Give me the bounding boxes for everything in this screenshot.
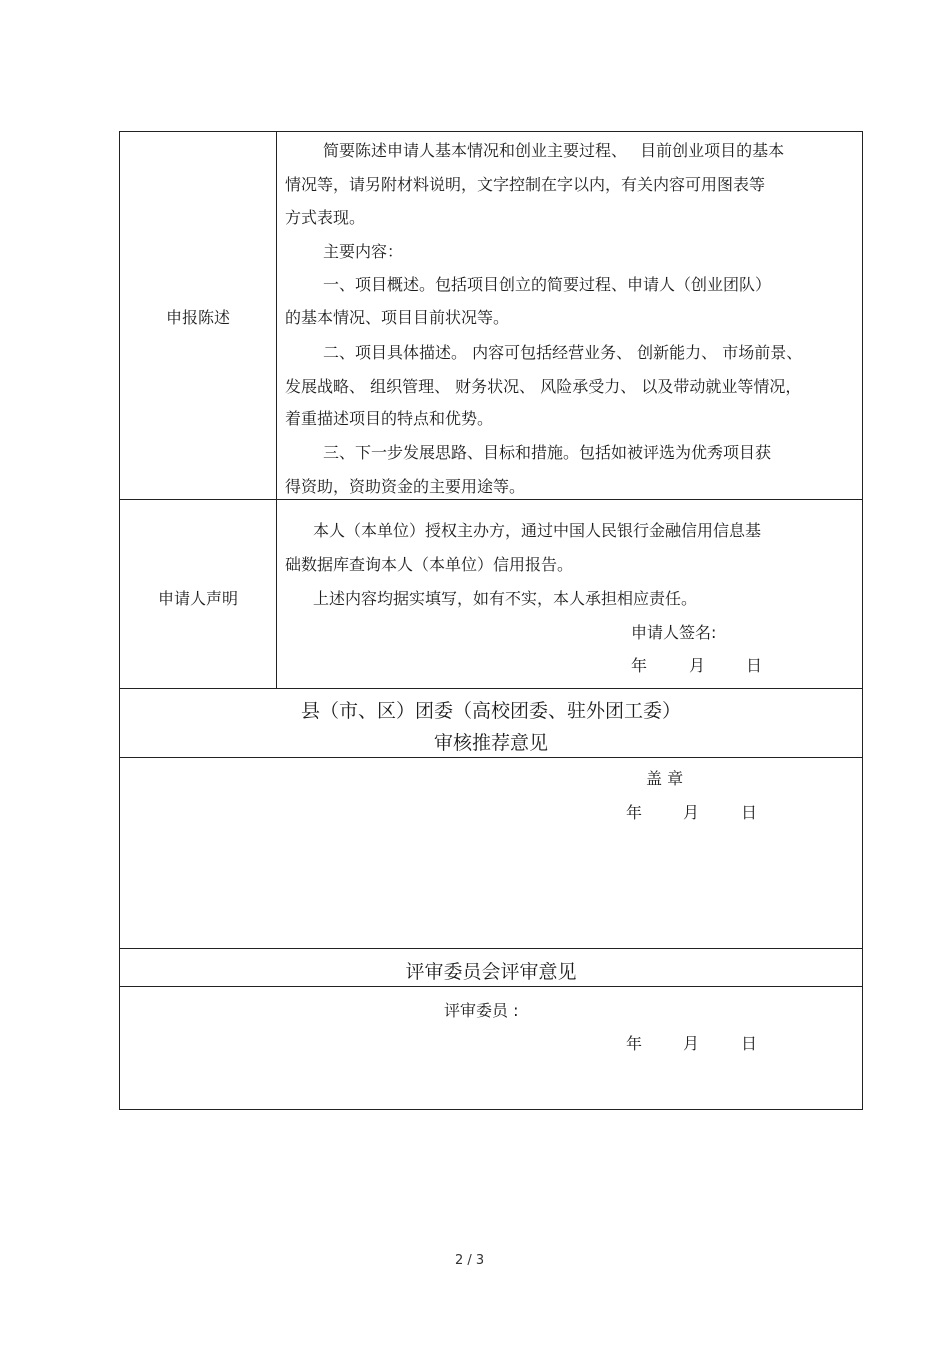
- page-number: 2 / 3: [455, 1253, 485, 1268]
- statement-line: 一、项目概述。包括项目创立的简要过程、申请人（创业团队）: [323, 275, 772, 294]
- declaration-date-year: 年: [631, 656, 648, 675]
- label-column-divider-1: [276, 131, 277, 500]
- county-date-month: 月: [683, 803, 700, 822]
- declaration-line: 础数据库查询本人（本单位）信用报告。: [285, 555, 574, 574]
- committee-date-month: 月: [683, 1034, 700, 1053]
- county-date-year: 年: [626, 803, 643, 822]
- statement-line: 的基本情况、项目目前状况等。: [285, 308, 510, 327]
- table-border-top: [119, 131, 863, 132]
- statement-line: 发展战略、 组织管理、 财务状况、 风险承受力、 以及带动就业等情况，: [285, 377, 802, 396]
- declaration-date-day: 日: [746, 656, 763, 675]
- statement-line: 主要内容：: [323, 242, 404, 261]
- committee-date-year: 年: [626, 1034, 643, 1053]
- row-divider-committee-title: [119, 986, 863, 987]
- county-title-line2: 审核推荐意见: [433, 732, 548, 754]
- statement-line: 三、下一步发展思路、目标和措施。包括如被评选为优秀项目获: [323, 443, 772, 462]
- county-title-line1: 县（市、区）团委（高校团委、驻外团工委）: [300, 700, 681, 722]
- seal-label: 盖 章: [646, 769, 684, 788]
- statement-line: 得资助，资助资金的主要用途等。: [285, 477, 526, 496]
- row-divider-county-body: [119, 948, 863, 949]
- row-divider-county-title: [119, 757, 863, 758]
- statement-line: 着重描述项目的特点和优势。: [285, 409, 494, 428]
- statement-line: 方式表现。: [285, 208, 366, 227]
- applicant-signature-label: 申请人签名:: [631, 623, 717, 642]
- statement-line: 情况等，请另附材料说明，文字控制在字以内，有关内容可用图表等: [285, 175, 766, 194]
- declaration-label: 申请人声明: [157, 589, 238, 608]
- table-border-bottom: [119, 1109, 863, 1110]
- table-border-right: [862, 131, 863, 1110]
- county-date-day: 日: [741, 803, 758, 822]
- declaration-line: 本人（本单位）授权主办方，通过中国人民银行金融信用信息基: [313, 521, 762, 540]
- committee-date-day: 日: [741, 1034, 758, 1053]
- row-divider-declaration: [119, 688, 863, 689]
- committee-member-label: 评审委员 :: [444, 1001, 519, 1020]
- statement-label: 申报陈述: [165, 308, 230, 327]
- statement-line: 简要陈述申请人基本情况和创业主要过程、 目前创业项目的基本: [323, 141, 785, 160]
- row-divider-statement: [119, 499, 863, 500]
- statement-line: 二、项目具体描述。 内容可包括经营业务、 创新能力、 市场前景、: [323, 343, 803, 362]
- declaration-date-month: 月: [689, 656, 706, 675]
- declaration-line: 上述内容均据实填写，如有不实，本人承担相应责任。: [313, 589, 698, 608]
- committee-title: 评审委员会评审意见: [405, 961, 577, 983]
- label-column-divider-2: [276, 499, 277, 689]
